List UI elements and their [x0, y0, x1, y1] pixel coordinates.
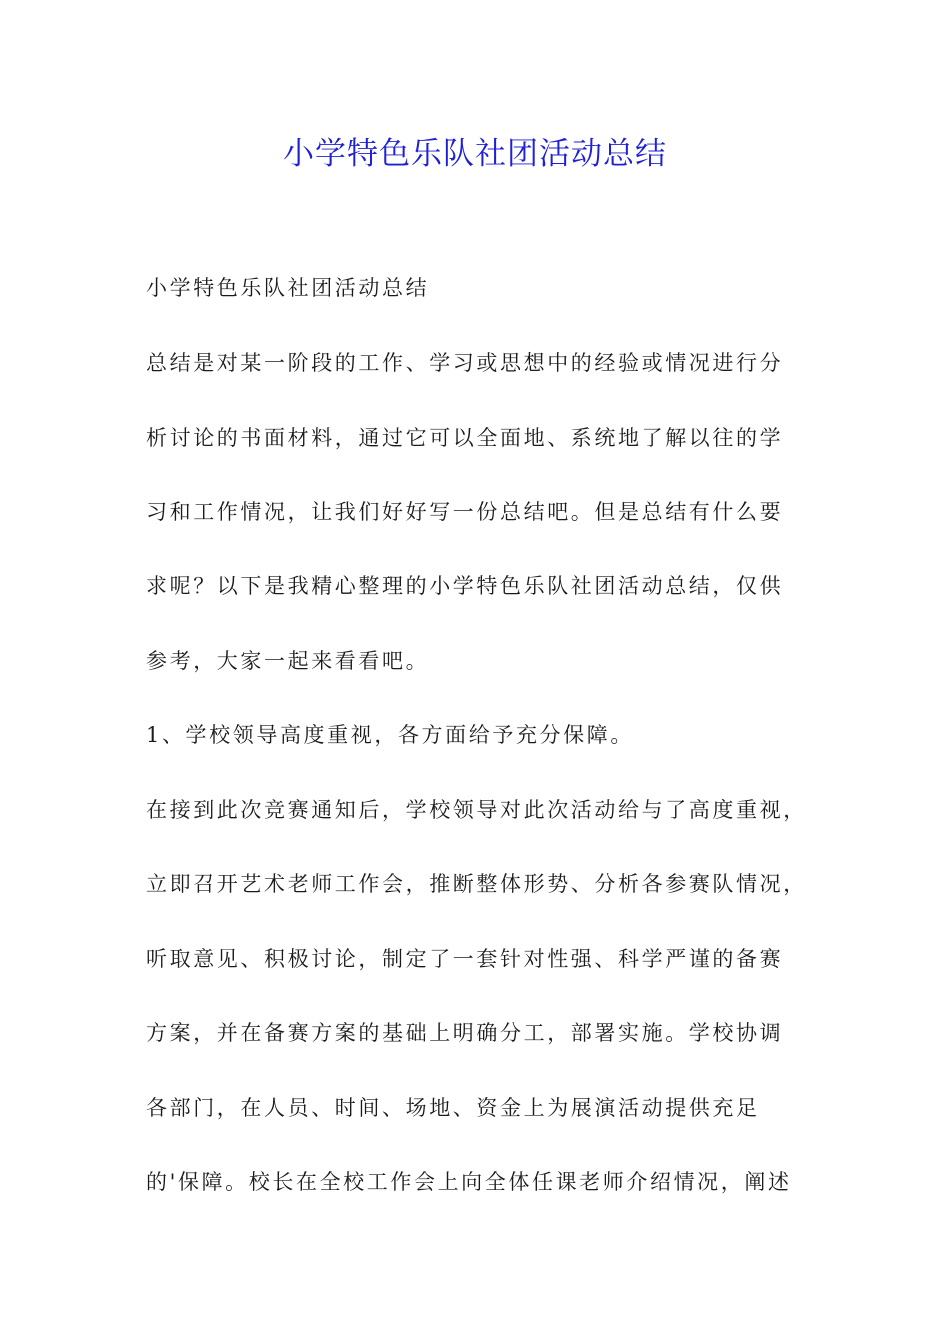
body-line: 析讨论的书面材料，通过它可以全面地、系统地了解以往的学	[146, 426, 784, 450]
body-line: 求呢？以下是我精心整理的小学特色乐队社团活动总结，仅供	[146, 574, 784, 598]
body-line: 的'保障。校长在全校工作会上向全体任课老师介绍情况，阐述	[146, 1170, 792, 1194]
body-line: 听取意见、积极讨论，制定了一套针对性强、科学严谨的备赛	[146, 947, 784, 971]
body-line: 各部门，在人员、时间、场地、资金上为展演活动提供充足	[146, 1096, 760, 1120]
body-line: 立即召开艺术老师工作会，推断整体形势、分析各参赛队情况，	[146, 872, 807, 896]
body-line: 总结是对某一阶段的工作、学习或思想中的经验或情况进行分	[146, 351, 784, 375]
subtitle-line: 小学特色乐队社团活动总结	[146, 276, 430, 300]
document-title: 小学特色乐队社团活动总结	[283, 136, 667, 172]
section-heading: 1、学校领导高度重视，各方面给予充分保障。	[146, 723, 634, 747]
body-line: 在接到此次竞赛通知后，学校领导对此次活动给与了高度重视，	[146, 798, 807, 822]
body-line: 方案，并在备赛方案的基础上明确分工，部署实施。学校协调	[146, 1021, 784, 1045]
body-line: 习和工作情况，让我们好好写一份总结吧。但是总结有什么要	[146, 500, 784, 524]
body-line: 参考，大家一起来看看吧。	[146, 649, 430, 673]
